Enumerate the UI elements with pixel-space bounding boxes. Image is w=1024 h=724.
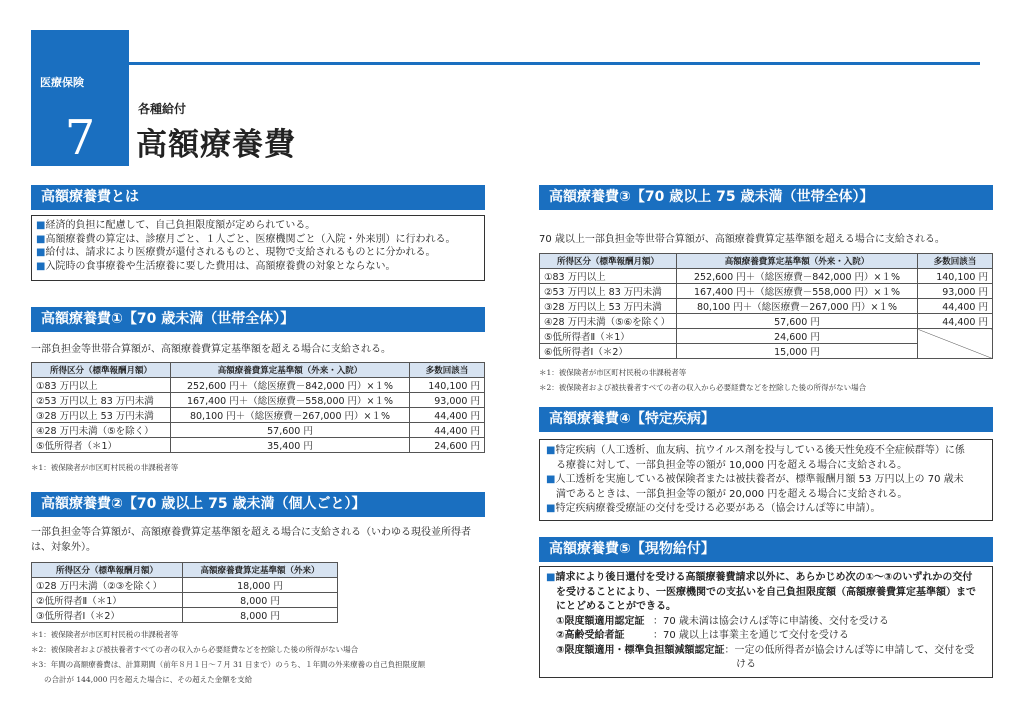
table-3-note: ＊1：被保険者が市区町村民税の非課税者等: [539, 368, 687, 377]
certificate-item: ②高齢受給者証 ：70 歳以上は事業主を通じて交付を受ける: [556, 630, 849, 641]
table-2-header: 高額療養費算定基準額（外来）: [183, 563, 338, 578]
overview-bullet: ■給付は、請求により医療費が還付されるものと、現物で支給されるものとに分かれる。: [36, 247, 436, 258]
section-2-intro: 一部負担金等合算額が、高額療養費算定基準額を超える場合に支給される（いわゆる現役並所得者: [31, 527, 471, 538]
table-row: ②低所得者Ⅱ（＊1） 8,000 円: [32, 593, 338, 608]
table-row: ①28 万円未満（②③を除く） 18,000 円: [32, 578, 338, 593]
table-row: ①83 万円以上 252,600 円＋（総医療費－842,000 円）×１% 140,100 円: [32, 378, 485, 393]
section-3-intro: 70 歳以上一部負担金等世帯合算額が、高額療養費算定基準額を超える場合に支給される。: [539, 234, 945, 245]
chapter-tab: [31, 30, 129, 166]
table-1-header: 高額療養費算定基準額（外来・入院）: [171, 363, 410, 378]
table-row: ②53 万円以上 83 万円未満 167,400 円＋（総医療費－558,000 円）×１% 93,000 円: [32, 393, 485, 408]
section-heading-5: 高額療養費⑤【現物給付】: [539, 537, 993, 562]
header-rule: [129, 62, 980, 65]
table-1: [31, 362, 485, 453]
table-1-header: 多数回該当: [410, 363, 485, 378]
section-heading-3: 高額療養費③【70 歳以上 75 歳未満（世帯全体）】: [539, 185, 993, 210]
overview-box: [31, 215, 485, 281]
table-row: ①83 万円以上 252,600 円＋（総医療費－842,000 円）×１% 140,100 円: [540, 269, 993, 284]
table-2-note: の合計が 144,000 円を超えた場合に、その超えた金額を支給: [44, 675, 253, 684]
table-3-header: 多数回該当: [918, 254, 993, 269]
chapter-number: 7: [64, 110, 96, 166]
section-heading-2: 高額療養費②【70 歳以上 75 歳未満（個人ごと）】: [31, 492, 485, 517]
specific-disease-box: ■特定疾病（人工透析、血友病、抗ウイルス剤を投与している後天性免疫不全症候群等）に係 る療養に対して、一部負担金等の額が 10,000 円を超える場合に支給される。 ■人工透析を実施している被保険者または被扶養者が、標準報酬月額 53 万円以上の 70 歳未 満であるときは、一部負担金等の額が 20,000 円を超える場合に支給される。 ■特定疾病療養受療証の交付を受ける必要がある（協会けんぽ等に申請）。: [539, 439, 993, 521]
table-3-header: 所得区分（標準報酬月額）: [540, 254, 677, 269]
section-2-intro-cont: は、対象外）。: [31, 542, 96, 553]
certificate-item: ③限度額適用・標準負担額減額認定証：一定の低所得者が協会けんぽ等に申請して、交付を受: [556, 644, 975, 656]
overview-bullet: ■高額療養費の算定は、診療月ごと、１人ごと、医療機関ごと（入院・外来別）に行われる。: [36, 233, 456, 245]
table-1-note: ＊1：被保険者が市区町村民税の非課税者等: [31, 463, 179, 472]
table-2-header: 所得区分（標準報酬月額）: [32, 563, 183, 578]
chapter-category: 医療保険: [40, 76, 84, 89]
overview-bullet: ■経済的負担に配慮して、自己負担限度額が定められている。: [36, 220, 316, 231]
in-kind-benefit-box: ■請求により後日還付を受ける高額療養費請求以外に、あらかじめ次の①～③のいずれかの交付 を受けることにより、一医療機関での支払いを自己負担限度額（高額療養費算定基準額）まで にとどめることができる。 ①限度額適用認定証 ：70 歳未満は協会けんぽ等に申請後、交付を受ける ②高齢受給者証 ：70 歳以上は事業主を通じて交付を受ける ③限度額適用・標準負担額減額認定証：一定の低所得者が協会けんぽ等に申請して、交付を受 ける: [539, 566, 993, 678]
table-row: ④28 万円未満（⑤⑥を除く） 57,600 円 44,400 円: [540, 314, 993, 329]
table-row: ③低所得者Ⅰ（＊2） 8,000 円: [32, 608, 338, 623]
table-2-note: ＊1：被保険者が市区町村民税の非課税者等: [31, 630, 179, 639]
table-row: ⑥低所得者Ⅰ（＊2） 15,000 円: [540, 344, 993, 359]
section-heading-4: 高額療養費④【特定疾病】: [539, 407, 993, 432]
page-subtitle: 各種給付: [138, 102, 187, 116]
table-2: [31, 562, 338, 623]
page-title: 高額療養費: [136, 127, 296, 163]
table-3-note: ＊2：被保険者および被扶養者すべての者の収入から必要経費などを控除した後の所得がない場合: [539, 383, 867, 392]
table-row: ⑤低所得者Ⅱ（＊1） 24,600 円: [540, 329, 993, 344]
table-row: ③28 万円以上 53 万円未満 80,100 円＋（総医療費－267,000 円）×１% 44,400 円: [540, 299, 993, 314]
empty-cell-diagonal: [918, 329, 993, 359]
table-row: ④28 万円未満（⑤を除く） 57,600 円 44,400 円: [32, 423, 485, 438]
section-heading-1: 高額療養費①【70 歳未満（世帯全体）】: [31, 307, 485, 332]
table-row: ②53 万円以上 83 万円未満 167,400 円＋（総医療費－558,000 円）×１% 93,000 円: [540, 284, 993, 299]
table-2-note: ＊2：被保険者および被扶養者すべての者の収入から必要経費などを控除した後の所得がない場合: [31, 645, 359, 654]
table-2-note: ＊3：年間の高額療養費は、計算期間（前年８月１日～７月 31 日まで）のうち、１年間の外来療養の自己負担限度額: [31, 660, 426, 669]
table-1-header: 所得区分（標準報酬月額）: [32, 363, 171, 378]
table-3-header: 高額療養費算定基準額（外来・入院）: [677, 254, 918, 269]
table-row: ⑤低所得者（＊1） 35,400 円 24,600 円: [32, 438, 485, 453]
table-row: ③28 万円以上 53 万円未満 80,100 円＋（総医療費－267,000 円）×１% 44,400 円: [32, 408, 485, 423]
section-heading-overview: 高額療養費とは: [31, 185, 485, 210]
overview-bullet: ■入院時の食事療養や生活療養に要した費用は、高額療養費の対象とならない。: [36, 260, 396, 272]
section-1-intro: 一部負担金等世帯合算額が、高額療養費算定基準額を超える場合に支給される。: [31, 344, 391, 355]
certificate-item: ①限度額適用認定証 ：70 歳未満は協会けんぽ等に申請後、交付を受ける: [556, 615, 889, 627]
table-3: [539, 253, 993, 359]
